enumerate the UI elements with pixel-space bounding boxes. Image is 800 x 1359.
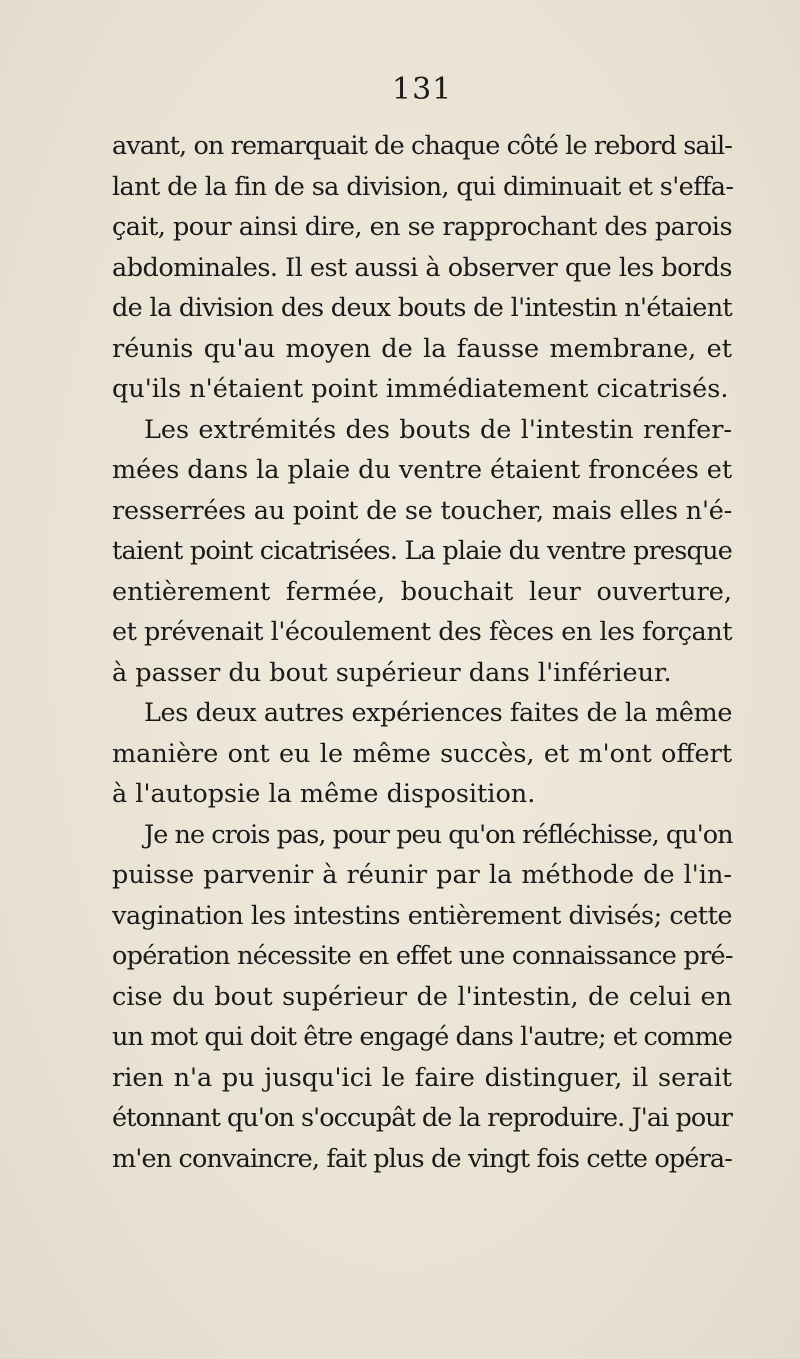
text-line: m'en convaincre, fait plus de vingt fois cette opéra- (112, 1143, 733, 1174)
text-line: manière ont eu le même succès, et m'ont offert (112, 738, 732, 769)
text-line: abdominales. Il est aussi à observer que les bords (112, 252, 732, 283)
page-number: 131 (392, 72, 453, 107)
text-line: à l'autopsie la même disposition. (112, 779, 536, 809)
text-line: çait, pour ainsi dire, en se rapprochant des parois (112, 212, 733, 242)
body-text (112, 126, 732, 1179)
text-line: taient point cicatrisées. La plaie du ventre presque (112, 536, 732, 566)
text-line: Les extrémités des bouts de l'intestin renfer- (144, 414, 732, 445)
text-line: mées dans la plaie du ventre étaient froncées et (112, 455, 733, 485)
text-line: Je ne crois pas, pour peu qu'on réfléchisse, qu'on (144, 819, 733, 850)
text-line: réunis qu'au moyen de la fausse membrane, et (112, 333, 732, 364)
text-line: qu'ils n'étaient point immédiatement cicatrisés. (112, 374, 729, 404)
text-line: lant de la fin de sa division, qui diminuait et s'effa- (112, 171, 734, 202)
text-line: un mot qui doit être engagé dans l'autre; et comme (112, 1022, 733, 1052)
text-line: étonnant qu'on s'occupât de la reproduire. J'ai pour (112, 1103, 732, 1133)
text-line: vagination les intestins entièrement divisés; cette (112, 900, 732, 931)
text-line: avant, on remarquait de chaque côté le rebord sail- (112, 131, 732, 161)
text-line: Les deux autres expériences faites de la même (144, 698, 733, 728)
text-line: entièrement fermée, bouchait leur ouverture, (112, 576, 732, 607)
text-line: puisse parvenir à réunir par la méthode de l'in- (112, 860, 732, 890)
text-line: resserrées au point de se toucher, mais elles n'é- (112, 495, 733, 526)
text-line: cise du bout supérieur de l'intestin, de celui en (112, 981, 732, 1012)
text-line: et prévenait l'écoulement des fèces en les forçant (112, 617, 732, 647)
text-line: à passer du bout supérieur dans l'inférieur. (112, 657, 672, 688)
text-line: opération nécessite en effet une connaissance pré- (112, 941, 733, 971)
text-line: de la division des deux bouts de l'intestin n'étaient (112, 293, 732, 323)
text-line: rien n'a pu jusqu'ici le faire distinguer, il serait (112, 1062, 732, 1093)
